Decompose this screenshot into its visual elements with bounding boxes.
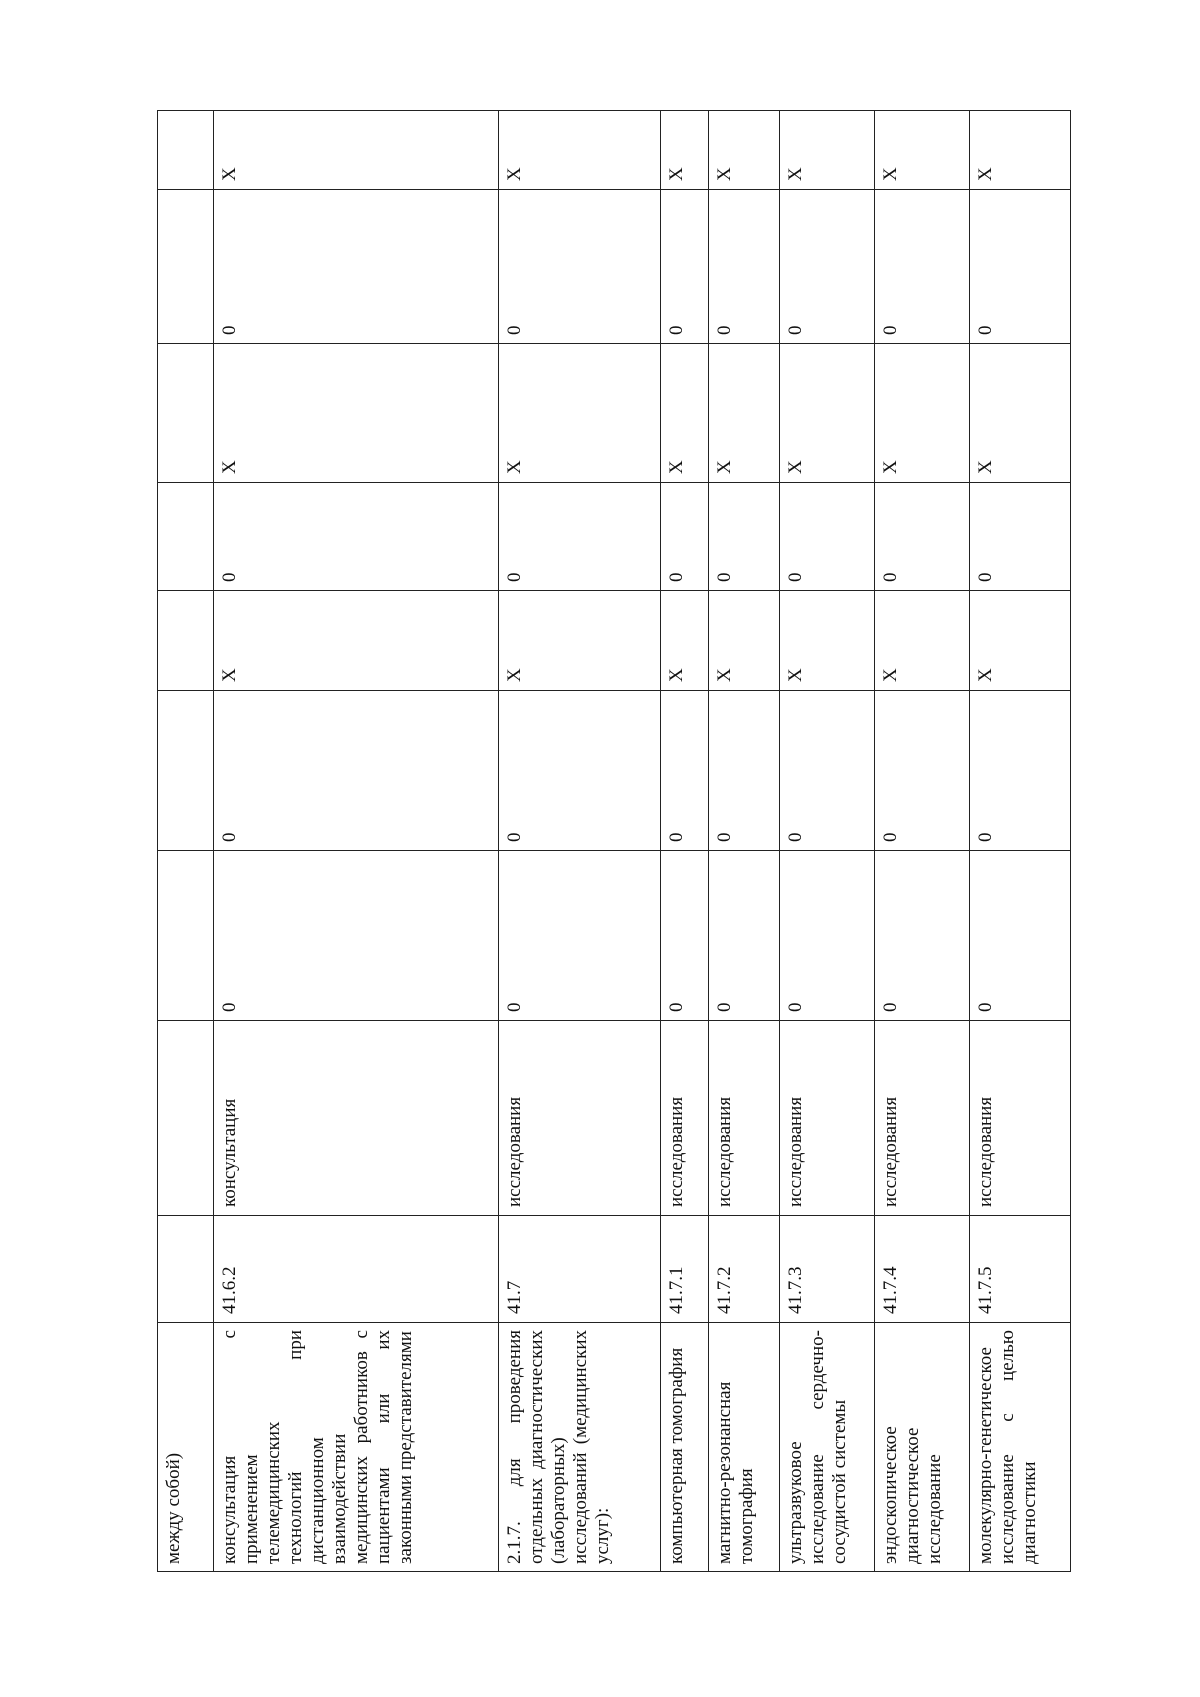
row-unit: исследования (504, 1096, 525, 1207)
row-value-cell (874, 482, 969, 590)
row-name: консультация с применением телемедицинских технологий при дистанционном взаимодействии медицинских работников с пациентами или их законными представителями (219, 1330, 416, 1564)
row-value: 0 (219, 572, 240, 582)
row-value: X (504, 167, 525, 181)
header-strip (157, 112, 213, 1572)
row-code-cell (213, 1215, 498, 1322)
row-value: 0 (504, 1002, 525, 1012)
row-value: 0 (666, 1002, 687, 1012)
table-row (498, 112, 660, 1572)
row-value: 0 (219, 325, 240, 335)
row-value: X (504, 668, 525, 682)
row-value: 0 (975, 1002, 996, 1012)
row-value: X (219, 460, 240, 474)
row-value: 0 (219, 1002, 240, 1012)
row-value: 0 (666, 325, 687, 335)
row-value-cell (874, 590, 969, 690)
row-name-cell (660, 1322, 708, 1572)
row-value: 0 (785, 832, 806, 842)
row-value: X (785, 668, 806, 682)
row-value: 0 (880, 832, 901, 842)
row-unit: исследования (975, 1096, 996, 1207)
row-value: X (880, 167, 901, 181)
row-value: 0 (666, 832, 687, 842)
row-unit-cell (874, 1020, 969, 1215)
row-value-cell (779, 189, 874, 343)
row-name: молекулярно-генетическое исследование с целью диагностики (975, 1330, 1040, 1564)
row-value-cell (498, 482, 660, 590)
row-value: X (714, 460, 735, 474)
header-cell-name (157, 1322, 213, 1572)
row-value-cell (213, 343, 498, 482)
row-name-cell (779, 1322, 874, 1572)
row-value: X (880, 668, 901, 682)
row-value: 0 (714, 1002, 735, 1012)
row-unit-cell (779, 1020, 874, 1215)
row-code: 41.7.4 (880, 1266, 901, 1314)
row-value-cell (779, 690, 874, 850)
row-value-cell (213, 690, 498, 850)
table-row (660, 112, 708, 1572)
header-name-text: между собой) (163, 1452, 184, 1564)
row-value: X (219, 167, 240, 181)
row-value-cell (708, 189, 779, 343)
row-name: 2.1.7. для проведения отдельных диагностических (лабораторных) исследований (медицинских услуг): (504, 1330, 613, 1564)
row-value: X (785, 460, 806, 474)
row-code: 41.7.2 (714, 1266, 735, 1314)
row-value: 0 (880, 1002, 901, 1012)
row-value-cell (874, 343, 969, 482)
row-value: X (714, 167, 735, 181)
row-value-cell (213, 590, 498, 690)
row-value-cell (213, 189, 498, 343)
row-value: X (219, 668, 240, 682)
row-unit-cell (660, 1020, 708, 1215)
row-name: магнитно-резонансная томография (714, 1381, 757, 1564)
row-value: 0 (219, 832, 240, 842)
row-value-cell (213, 482, 498, 590)
row-value-cell (874, 690, 969, 850)
row-value-cell (969, 343, 1071, 482)
row-value: 0 (785, 325, 806, 335)
row-value: 0 (504, 572, 525, 582)
row-name-cell (969, 1322, 1071, 1572)
row-value-cell (779, 343, 874, 482)
row-value-cell (708, 110, 779, 189)
row-unit-cell (969, 1020, 1071, 1215)
row-value-cell (660, 690, 708, 850)
row-unit: консультация (219, 1098, 240, 1207)
row-value-cell (708, 850, 779, 1020)
row-code-cell (874, 1215, 969, 1322)
row-value-cell (498, 110, 660, 189)
row-value: 0 (975, 572, 996, 582)
row-value: 0 (880, 325, 901, 335)
row-value: X (714, 668, 735, 682)
row-value: 0 (714, 572, 735, 582)
row-value: X (504, 460, 525, 474)
row-code-cell (708, 1215, 779, 1322)
row-value: X (880, 460, 901, 474)
row-name-cell (498, 1322, 660, 1572)
row-value-cell (779, 482, 874, 590)
row-value-cell (969, 482, 1071, 590)
row-unit: исследования (714, 1096, 735, 1207)
row-value-cell (660, 590, 708, 690)
row-value: X (975, 668, 996, 682)
table-row (779, 112, 874, 1572)
row-value: 0 (880, 572, 901, 582)
row-value-cell (660, 850, 708, 1020)
row-value-cell (498, 343, 660, 482)
row-code: 41.7.1 (666, 1266, 687, 1314)
table-row (708, 112, 779, 1572)
row-value: 0 (785, 1002, 806, 1012)
row-value-cell (969, 590, 1071, 690)
row-value-cell (969, 189, 1071, 343)
row-unit: исследования (785, 1096, 806, 1207)
row-name-cell (708, 1322, 779, 1572)
row-value-cell (213, 110, 498, 189)
row-value-cell (498, 590, 660, 690)
row-value-cell (660, 189, 708, 343)
row-name: компьютерная томография (666, 1347, 687, 1564)
table-row (213, 112, 498, 1572)
row-value-cell (969, 850, 1071, 1020)
row-value-cell (874, 110, 969, 189)
row-unit: исследования (666, 1096, 687, 1207)
row-value-cell (213, 850, 498, 1020)
row-code: 41.7 (504, 1280, 525, 1314)
row-value-cell (498, 189, 660, 343)
row-value-cell (779, 590, 874, 690)
row-value: 0 (666, 572, 687, 582)
row-value-cell (874, 189, 969, 343)
row-name: ультразвуковое исследование сердечно-сосудистой системы (785, 1330, 850, 1564)
row-value-cell (498, 690, 660, 850)
row-value-cell (660, 482, 708, 590)
row-value-cell (498, 850, 660, 1020)
row-code: 41.7.3 (785, 1266, 806, 1314)
row-code: 41.7.5 (975, 1266, 996, 1314)
row-unit-cell (498, 1020, 660, 1215)
row-name: эндоскопическое диагностическое исследование (880, 1426, 945, 1564)
row-value: X (666, 668, 687, 682)
row-value: X (975, 460, 996, 474)
row-value: 0 (714, 325, 735, 335)
row-value: X (666, 460, 687, 474)
row-value: 0 (504, 832, 525, 842)
row-value: X (666, 167, 687, 181)
row-code-cell (498, 1215, 660, 1322)
row-value: 0 (975, 325, 996, 335)
row-value: 0 (975, 832, 996, 842)
row-value-cell (708, 690, 779, 850)
row-value-cell (708, 590, 779, 690)
row-unit-cell (708, 1020, 779, 1215)
row-value-cell (874, 850, 969, 1020)
row-value: 0 (785, 572, 806, 582)
row-value: X (785, 167, 806, 181)
row-value: 0 (714, 832, 735, 842)
row-value: X (975, 167, 996, 181)
row-name-cell (874, 1322, 969, 1572)
row-value: 0 (504, 325, 525, 335)
row-value-cell (660, 110, 708, 189)
row-value-cell (779, 110, 874, 189)
table-row (969, 112, 1071, 1572)
row-unit-cell (213, 1020, 498, 1215)
row-value-cell (660, 343, 708, 482)
row-value-cell (969, 690, 1071, 850)
table-row (874, 112, 969, 1572)
row-code-cell (969, 1215, 1071, 1322)
row-value-cell (779, 850, 874, 1020)
row-name-cell (213, 1322, 498, 1572)
row-value-cell (969, 110, 1071, 189)
row-code-cell (779, 1215, 874, 1322)
row-unit: исследования (880, 1096, 901, 1207)
row-code-cell (660, 1215, 708, 1322)
row-value-cell (708, 343, 779, 482)
row-value-cell (708, 482, 779, 590)
row-code: 41.6.2 (219, 1266, 240, 1314)
